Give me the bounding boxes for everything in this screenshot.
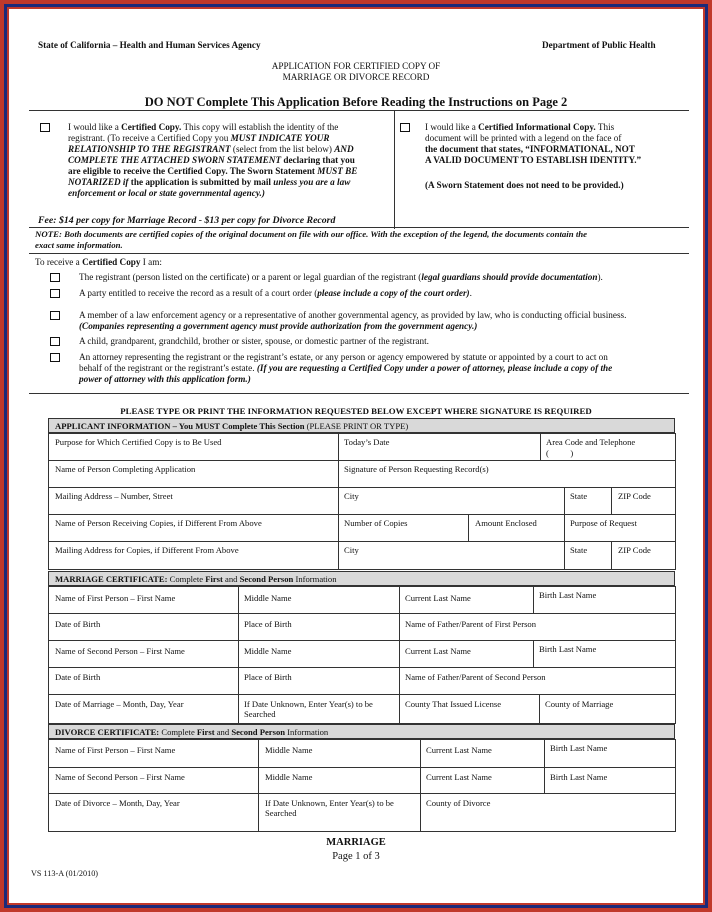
number-of-copies-field[interactable]: Number of Copies [344,518,408,528]
divorce-second-person-middle-name[interactable]: Middle Name [265,772,313,782]
purpose-field[interactable]: Purpose for Which Certified Copy is to Be Used [55,437,222,447]
sworn-statement-note: (A Sworn Statement does not need to be provided.) [425,180,624,190]
marriage-section-title: MARRIAGE CERTIFICATE: [55,574,168,584]
marriage-second-person-first-name[interactable]: Name of Second Person – First Name [55,646,185,656]
applicant-section-title: APPLICANT INFORMATION – You MUST Complete This Section [55,421,305,431]
telephone-area-code-parens: ( ) [546,448,574,458]
city-copies-field[interactable]: City [344,545,359,555]
telephone-field[interactable]: Area Code and Telephone [546,437,636,447]
divorce-unknown-year-field[interactable]: If Date Unknown, Enter Year(s) to be Searched [265,798,394,818]
form-title-line2: MARRIAGE OR DIVORCE RECORD [282,72,430,82]
eligibility-option-relative: A child, grandparent, grandchild, brother or sister, spouse, or domestic partner of the registrant. [79,336,429,346]
marriage-first-person-birth-last[interactable]: Birth Last Name [539,590,597,600]
eligibility-intro: To receive a Certified Copy I am: [35,257,162,267]
marriage-second-person-parent[interactable]: Name of Father/Parent of Second Person [405,672,546,682]
informational-copy-label: Certified Informational Copy. [478,122,596,132]
page-number: Page 1 of 3 [332,851,380,862]
certified-copy-label: Certified Copy. [121,122,182,132]
certified-copy-text: I would like a Certified Copy. This copy will establish the identity of the registrant. (To receive a Certified Copy you MUST INDICATE YOUR RELATIONSHIP TO THE REGISTRANT (select from the list below) AND COMPLETE THE ATTACHED SWORN STATEMENT declaring that you are eligible to receive the Certified Copy. The Sworn Statement MUST BE NOTARIZED if the application is submitted by mail unless you are a law enforcement or local or state governmental agency.) [68,122,358,198]
marriage-first-person-parent[interactable]: Name of Father/Parent of First Person [405,619,537,629]
marriage-first-person-pob[interactable]: Place of Birth [244,619,292,629]
county-of-divorce-field[interactable]: County of Divorce [426,798,491,808]
marriage-first-person-dob[interactable]: Date of Birth [55,619,101,629]
form-grid-lines [9,9,703,903]
marriage-second-person-pob[interactable]: Place of Birth [244,672,292,682]
footer-record-type: MARRIAGE [326,837,386,848]
zip-field[interactable]: ZIP Code [618,491,651,501]
divorce-second-person-first-name[interactable]: Name of Second Person – First Name [55,772,185,782]
amount-enclosed-field[interactable]: Amount Enclosed [475,518,537,528]
form-id: VS 113-A (01/2010) [31,869,99,878]
county-issued-license-field[interactable]: County That Issued License [405,699,502,709]
note-line1: NOTE: Both documents are certified copies of the original document on file with our office. With the exception of the legend, the documents contain the [35,229,588,239]
marriage-second-person-middle-name[interactable]: Middle Name [244,646,292,656]
county-of-marriage-field[interactable]: County of Marriage [545,699,614,709]
divorce-first-person-first-name[interactable]: Name of First Person – First Name [55,745,176,755]
divorce-second-person-current-last[interactable]: Current Last Name [426,772,492,782]
note-line2: exact same information. [35,240,123,250]
marriage-first-person-middle-name[interactable]: Middle Name [244,593,292,603]
agency-name: State of California – Health and Human Services Agency [38,40,261,50]
form-title-line1: APPLICATION FOR CERTIFIED COPY OF [271,61,441,71]
eligibility-option-law-enforcement: A member of a law enforcement agency or a representative of another governmental agency, as provided by law, who is conducting official business. (Companies representing a government agency must provide authorization from the government agency.) [79,310,627,331]
state-copies-field[interactable]: State [570,545,588,555]
form-instruction: PLEASE TYPE OR PRINT THE INFORMATION REQUESTED BELOW EXCEPT WHERE SIGNATURE IS REQUIRED [120,406,592,416]
date-of-marriage-field[interactable]: Date of Marriage – Month, Day, Year [55,699,184,709]
purpose-of-request-field[interactable]: Purpose of Request [570,518,637,528]
informational-copy-text: I would like a Certified Informational Copy. This document will be printed with a legend on the face of the document that states, “INFORMATIONAL, NOT A VALID DOCUMENT TO ESTABLISH IDENTITY.” [425,122,642,165]
marriage-second-person-dob[interactable]: Date of Birth [55,672,101,682]
department-name: Department of Public Health [542,40,656,50]
mailing-address-field[interactable]: Mailing Address – Number, Street [55,491,173,501]
name-completing-field[interactable]: Name of Person Completing Application [55,464,196,474]
eligibility-option-attorney: An attorney representing the registrant or the registrant’s estate, or any person or agency empowered by statute or appointed by a court to act on behalf of the registrant or the registrant’s estate. (If you are requesting a Certified Copy under a power of attorney, please include a copy of the power of attorney with this application form.) [79,352,613,384]
divorce-first-person-middle-name[interactable]: Middle Name [265,745,313,755]
signature-field[interactable]: Signature of Person Requesting Record(s) [344,464,489,474]
fee-text: Fee: $14 per copy for Marriage Record - $13 per copy for Divorce Record [38,215,336,226]
marriage-second-person-current-last[interactable]: Current Last Name [405,646,471,656]
instructions-notice: DO NOT Complete This Application Before Reading the Instructions on Page 2 [144,95,568,109]
state-field[interactable]: State [570,491,588,501]
divorce-first-person-current-last[interactable]: Current Last Name [426,745,492,755]
divorce-second-person-birth-last[interactable]: Birth Last Name [550,772,608,782]
divorce-first-person-birth-last[interactable]: Birth Last Name [550,743,608,753]
eligibility-option-court-order: A party entitled to receive the record as a result of a court order (please include a copy of the court order). [79,288,472,298]
date-of-divorce-field[interactable]: Date of Divorce – Month, Day, Year [55,798,180,808]
todays-date-field[interactable]: Today’s Date [344,437,390,447]
marriage-unknown-year-field[interactable]: If Date Unknown, Enter Year(s) to be Searched [244,699,373,719]
zip-copies-field[interactable]: ZIP Code [618,545,651,555]
divorce-section-title: DIVORCE CERTIFICATE: [55,727,160,737]
marriage-first-person-first-name[interactable]: Name of First Person – First Name [55,593,176,603]
name-receiving-field[interactable]: Name of Person Receiving Copies, if Different From Above [55,518,262,528]
marriage-second-person-birth-last[interactable]: Birth Last Name [539,644,597,654]
marriage-first-person-current-last[interactable]: Current Last Name [405,593,471,603]
application-form-page: State of California – Health and Human Services Agency Department of Public Health APPLICATION FOR CERTIFIED COPY OF MARRIAGE OR DIVORCE RECORD DO NOT Complete This Application Before Reading the Instructions on Page 2 I would like a Certified Copy. This copy will establish the identity of the registrant. (To receive a Certified Copy you MUST INDICATE YOUR RELATIONSHIP TO THE REGISTRANT (select from the list below) AND COMPLETE THE ATTACHED SWORN STATEMENT declaring that you are eligible to receive the Certified Copy. The Sworn Statement MUST BE NOTARIZED if the application is submitted by mail unless you are a law enforcement or local or state governmental agency.) I would like a Certified Informational Copy. This document will be printed with a legend on the face of the document that states, “INFORMATIONAL, NOT A VALID DOCUMENT TO ESTABLISH IDENTITY.” (A Sworn Statement does not need to be provided.) Fee: $14 per copy for Marriage Record - $13 per copy for Divorce Record NOTE: Both documents are certified copies of the original document on file with our office. With the exception of the legend, the documents contain the exact same information. To receive a Certified Copy I am: The registrant (person listed on the certificate) or a parent or legal guardian of the registrant (legal guardians should provide documentation). A party entitled to receive the record as a result of a court order (please include a copy of the court order). A member of a law enforcement agency or a representative of another governmental agency, as provided by law, who is conducting official business. (Companies representing a government agency must provide authorization from the government agency.) A child, grandparent, grandchild, brother or sister, spouse, or domestic partner of the registrant. An attorney representing the registrant or the registrant’s estate, or any person or agency empowered by statute or appointed by a court to act on behalf of the registrant or the registrant’s estate. (If you are requesting a Certified Copy under a power of attorney, please include a copy of the power of attorney with this application form.) PLEASE TYPE OR PRINT THE INFORMATION REQUESTED BELOW EXCEPT WHERE SIGNATURE IS REQUIRED APPLICANT INFORMATION – You MUST Complete This Section (PLEASE PRINT OR TYPE) MARRIAGE CERTIFICATE: Complete First and Second Person Information DIVORCE CERTIFICATE: Complete First and Second Person Information Purpose for Which Certified Copy is to Be Used Today’s Date Area Code and Telephone ( ) Name of Person Completing Application Signature of Person Requesting Record(s) Mailing Address – Number, Street City State ZIP Code Name of Person Receiving Copies, if Different From Above Number of Copies Amount Enclosed Purpose of Request Mailing Address for Copies, if Different From Above City State ZIP Code Name of First Person – First Name Middle Name Current Last Name Birth Last Name Date of Birth Place of Birth Name of Father/Parent of First Person Name of Second Person – First Name Middle Name Current Last Name Birth Last Name Date of Birth Place of Birth Name of Father/Parent of Second Person Date of Marriage – Month, Day, Year If Date Unknown, Enter Year(s) to be Searched County That Issued License County of Marriage Name of First Person – First Name Middle Name Current Last Name Birth Last Name Name of Second Person – First Name Middle Name Current Last Name Birth Last Name Date of Divorce – Month, Day, Year If Date Unknown, Enter Year(s) to be Searched County of Divorce MARRIAGE Page 1 of 3 VS 113-A (01/2010) [9,9,703,903]
city-field[interactable]: City [344,491,359,501]
eligibility-option-registrant: The registrant (person listed on the certificate) or a parent or legal guardian of the registrant (legal guardians should provide documentation). [79,272,603,282]
mailing-copies-field[interactable]: Mailing Address for Copies, if Different From Above [55,545,239,555]
